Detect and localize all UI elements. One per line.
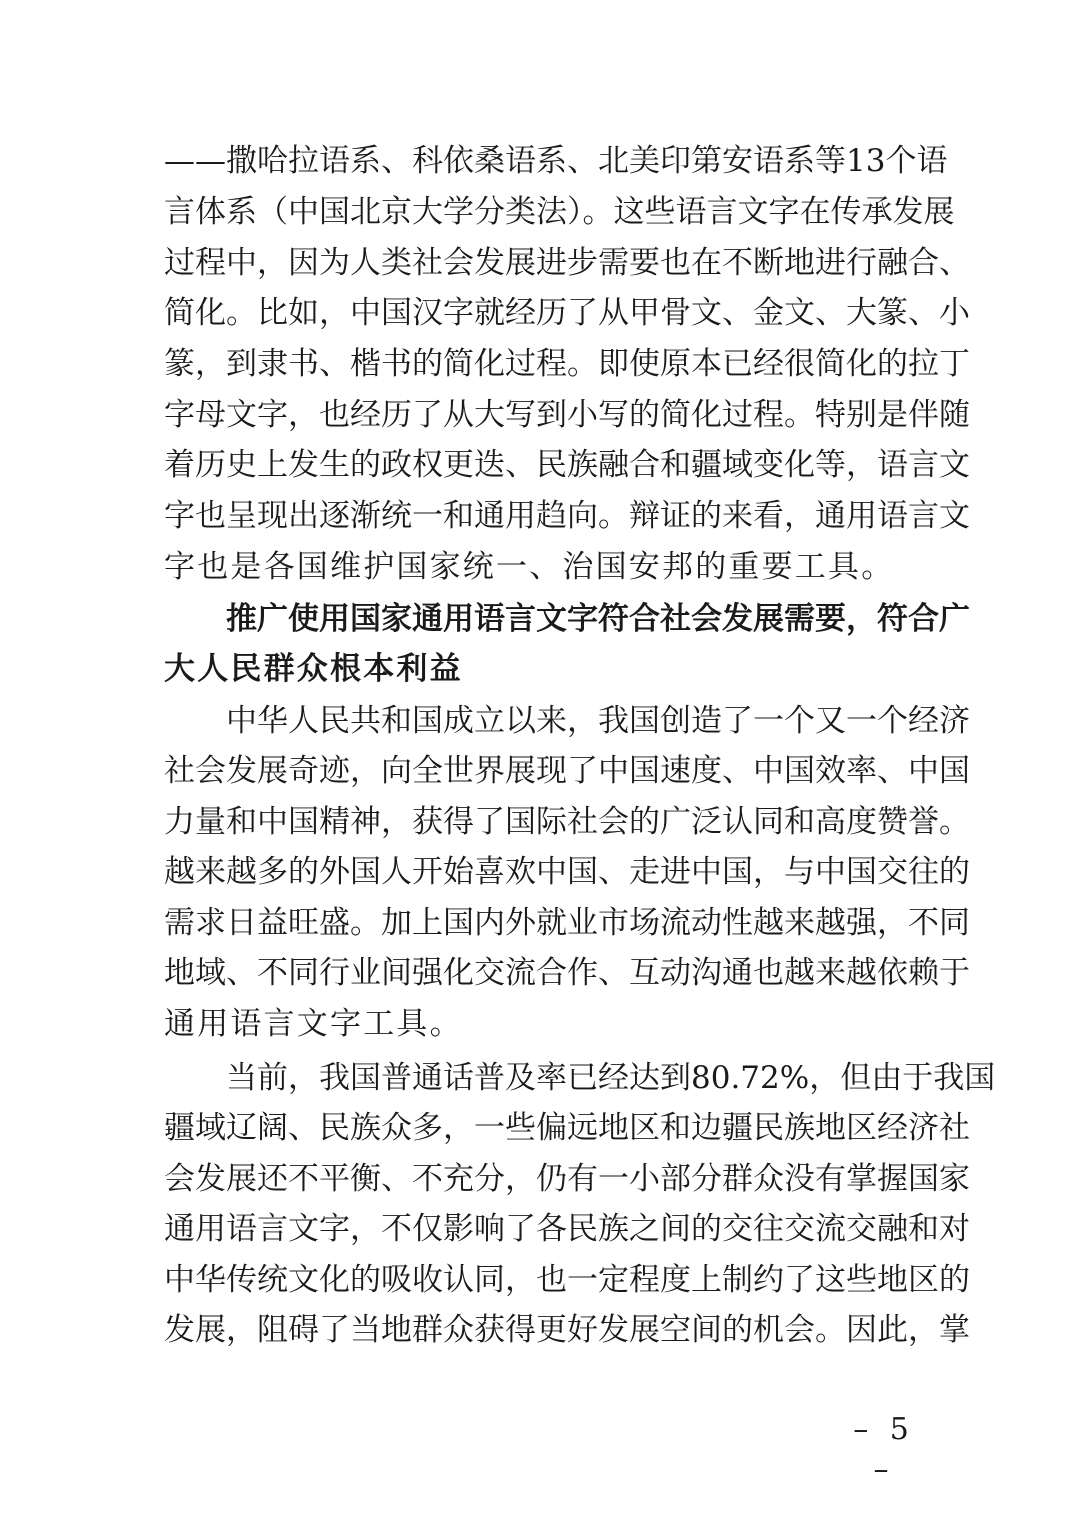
paragraph-1-line-4: 简化。比如，中国汉字就经历了从甲骨文、金文、大篆、小 — [164, 295, 970, 331]
paragraph-1-line-8: 字也呈现出逐渐统一和通用趋向。辩证的来看，通用语言文 — [164, 498, 970, 534]
paragraph-1-line-7: 着历史上发生的政权更迭、民族融合和疆域变化等，语言文 — [164, 447, 970, 483]
section-heading-line-1: 推广使用国家通用语言文字符合社会发展需要，符合广 — [226, 601, 970, 637]
section-heading-line-2: 大人民群众根本利益 — [164, 651, 463, 687]
paragraph-1-line-9: 字也是各国维护国家统一、治国安邦的重要工具。 — [164, 549, 895, 585]
page-number: – 5 – — [853, 1412, 915, 1487]
paragraph-3-line-5: 中华传统文化的吸收认同，也一定程度上制约了这些地区的 — [164, 1262, 970, 1298]
paragraph-3-line-4: 通用语言文字，不仅影响了各民族之间的交往交流交融和对 — [164, 1211, 970, 1247]
paragraph-2-line-3: 力量和中国精神，获得了国际社会的广泛认同和高度赞誉。 — [164, 804, 970, 840]
paragraph-2-line-1: 中华人民共和国成立以来，我国创造了一个又一个经济 — [226, 703, 970, 739]
paragraph-3-line-2: 疆域辽阔、民族众多，一些偏远地区和边疆民族地区经济社 — [164, 1110, 970, 1146]
paragraph-3-line-3: 会发展还不平衡、不充分，仍有一小部分群众没有掌握国家 — [164, 1161, 970, 1197]
paragraph-2-line-6: 地域、不同行业间强化交流合作、互动沟通也越来越依赖于 — [164, 955, 970, 991]
paragraph-2-line-7: 通用语言文字工具。 — [164, 1006, 463, 1042]
paragraph-2-line-5: 需求日益旺盛。加上国内外就业市场流动性越来越强，不同 — [164, 905, 970, 941]
paragraph-2-line-4: 越来越多的外国人开始喜欢中国、走进中国，与中国交往的 — [164, 854, 970, 890]
paragraph-1-line-6: 字母文字，也经历了从大写到小写的简化过程。特别是伴随 — [164, 397, 970, 433]
paragraph-1-line-3: 过程中，因为人类社会发展进步需要也在不断地进行融合、 — [164, 245, 970, 281]
paragraph-3-line-6: 发展，阻碍了当地群众获得更好发展空间的机会。因此，掌 — [164, 1312, 970, 1348]
paragraph-3-line-1: 当前，我国普通话普及率已经达到80.72%，但由于我国 — [226, 1060, 996, 1096]
paragraph-1-line-1: ——撒哈拉语系、科依桑语系、北美印第安语系等13个语 — [164, 143, 948, 179]
paragraph-2-line-2: 社会发展奇迹，向全世界展现了中国速度、中国效率、中国 — [164, 753, 970, 789]
paragraph-1-line-2: 言体系（中国北京大学分类法）。这些语言文字在传承发展 — [164, 194, 955, 230]
paragraph-1-line-5: 篆，到隶书、楷书的简化过程。即使原本已经很简化的拉丁 — [164, 346, 970, 382]
